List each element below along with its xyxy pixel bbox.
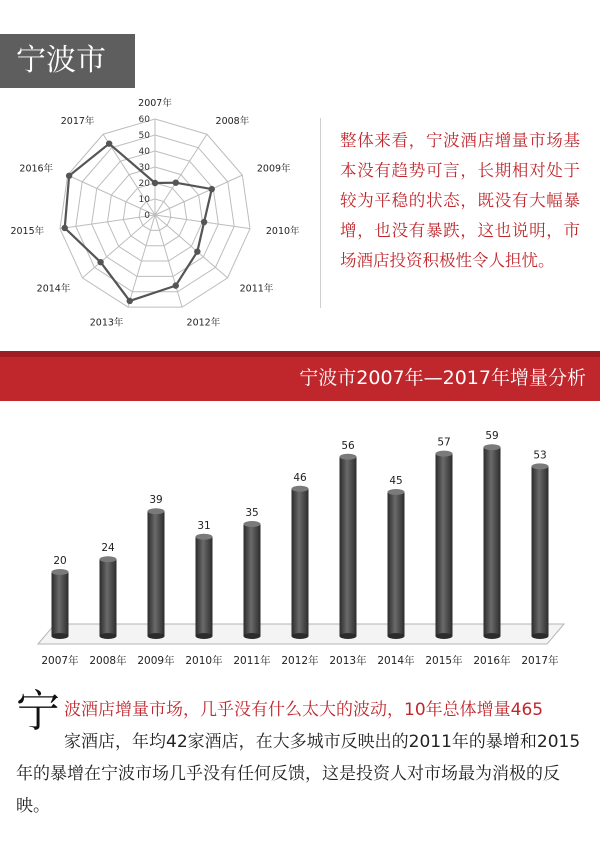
bar-cap bbox=[340, 454, 357, 460]
bar-category-label: 2013年 bbox=[329, 655, 367, 667]
radar-data-point bbox=[97, 259, 103, 265]
intro-lead: 波酒店增量市场，几乎没有什么太大的波动，10年总体增量465 bbox=[64, 700, 544, 720]
intro-rest: 家酒店，年均42家酒店，在大多城市反映出的2011年的暴增和2015年的暴增在宁波市场几乎没有任何反馈，这是投资人对市场最为消极的反映。 bbox=[16, 732, 581, 816]
radar-category-label: 2017年 bbox=[60, 115, 95, 127]
bar-cap bbox=[388, 489, 405, 495]
radar-category-label: 2012年 bbox=[186, 317, 221, 329]
bar-category-label: 2009年 bbox=[137, 655, 175, 667]
radar-category-label: 2013年 bbox=[89, 317, 124, 329]
bar-data-label: 24 bbox=[101, 542, 115, 555]
bar-base bbox=[52, 633, 69, 639]
bar bbox=[292, 489, 309, 636]
radar-tick-label: 0 bbox=[144, 211, 150, 221]
bar-category-label: 2012年 bbox=[281, 655, 319, 667]
bar-data-label: 31 bbox=[197, 519, 211, 532]
banner-title: 宁波市2007年—2017年增量分析 bbox=[299, 367, 586, 389]
radar-data-point bbox=[66, 173, 72, 179]
bar-cap bbox=[100, 556, 117, 562]
radar-spoke bbox=[155, 215, 228, 278]
bar-base bbox=[436, 633, 453, 639]
radar-category-label: 2010年 bbox=[265, 225, 300, 237]
bar-cap bbox=[436, 451, 453, 457]
radar-tick-label: 10 bbox=[138, 195, 150, 205]
radar-tick-label: 20 bbox=[138, 179, 150, 189]
bar bbox=[100, 559, 117, 636]
bar-base bbox=[148, 633, 165, 639]
bar bbox=[244, 524, 261, 636]
bar-data-label: 59 bbox=[485, 430, 499, 443]
bar bbox=[340, 457, 357, 636]
radar-category-label: 2008年 bbox=[215, 115, 250, 127]
radar-category-label: 2009年 bbox=[256, 163, 291, 175]
radar-data-point bbox=[173, 179, 179, 185]
bar-cap bbox=[532, 463, 549, 469]
bar-data-label: 57 bbox=[437, 436, 451, 449]
radar-data-point bbox=[173, 282, 179, 288]
bar-base bbox=[484, 633, 501, 639]
radar-series-line bbox=[65, 144, 212, 301]
bar-category-label: 2007年 bbox=[41, 655, 79, 667]
bar-base bbox=[532, 633, 549, 639]
bar-data-label: 35 bbox=[245, 507, 259, 519]
bar-data-label: 20 bbox=[53, 555, 67, 567]
radar-tick-label: 50 bbox=[138, 131, 150, 141]
radar-data-point bbox=[152, 180, 158, 186]
bar-data-label: 53 bbox=[533, 449, 547, 462]
radar-category-label: 2015年 bbox=[10, 225, 45, 237]
bar-data-label: 39 bbox=[149, 494, 163, 507]
bar-cap bbox=[196, 534, 213, 540]
bar-category-label: 2014年 bbox=[377, 655, 415, 667]
bar bbox=[532, 466, 549, 636]
radar-data-point bbox=[201, 219, 207, 225]
radar-data-point bbox=[127, 298, 133, 304]
bar-category-label: 2011年 bbox=[233, 655, 271, 667]
bar-category-label: 2015年 bbox=[425, 655, 463, 667]
bar bbox=[148, 511, 165, 636]
radar-data-point bbox=[62, 225, 68, 231]
bar-data-label: 46 bbox=[293, 471, 307, 484]
radar-spoke bbox=[82, 215, 155, 278]
bar-base bbox=[100, 633, 117, 639]
bar-category-label: 2010年 bbox=[185, 655, 223, 667]
radar-tick-label: 40 bbox=[138, 147, 150, 157]
bar bbox=[388, 492, 405, 636]
bar-base bbox=[196, 633, 213, 639]
bar bbox=[484, 447, 501, 636]
bar-base bbox=[340, 633, 357, 639]
bar-cap bbox=[148, 508, 165, 514]
bar-data-label: 56 bbox=[341, 439, 355, 452]
radar-data-point bbox=[194, 248, 200, 254]
radar-chart bbox=[0, 95, 310, 330]
bar-cap bbox=[244, 521, 261, 527]
intro-paragraph bbox=[16, 686, 588, 822]
bar-category-label: 2016年 bbox=[473, 655, 511, 667]
radar-tick-label: 60 bbox=[138, 115, 150, 125]
radar-data-point bbox=[209, 186, 215, 192]
radar-tick-label: 30 bbox=[138, 163, 150, 173]
bar-chart bbox=[0, 410, 600, 680]
radar-category-label: 2016年 bbox=[19, 163, 54, 175]
bar-data-label: 45 bbox=[389, 475, 403, 487]
bar-base bbox=[292, 633, 309, 639]
summary-text: 整体来看，宁波酒店增量市场基本没有趋势可言，长期相对处于较为平稳的状态，既没有大幅暴增，也没有暴跌，这也说明，市场酒店投资积极性令人担忧。 bbox=[340, 131, 580, 270]
divider-line bbox=[320, 118, 321, 308]
bar-cap bbox=[292, 486, 309, 492]
bar-category-label: 2008年 bbox=[89, 655, 127, 667]
bar-base bbox=[388, 633, 405, 639]
bar-category-label: 2017年 bbox=[521, 655, 559, 667]
radar-category-label: 2014年 bbox=[36, 283, 71, 295]
bar-cap bbox=[484, 444, 501, 450]
radar-data-point bbox=[106, 140, 112, 146]
city-title: 宁波市 bbox=[0, 34, 135, 88]
bar bbox=[52, 572, 69, 636]
bar-cap bbox=[52, 569, 69, 575]
radar-category-label: 2007年 bbox=[138, 98, 172, 109]
intro-dropcap: 宁 bbox=[16, 686, 60, 737]
bar bbox=[196, 537, 213, 636]
radar-category-label: 2011年 bbox=[239, 283, 274, 295]
bar bbox=[436, 454, 453, 636]
bar-base bbox=[244, 633, 261, 639]
